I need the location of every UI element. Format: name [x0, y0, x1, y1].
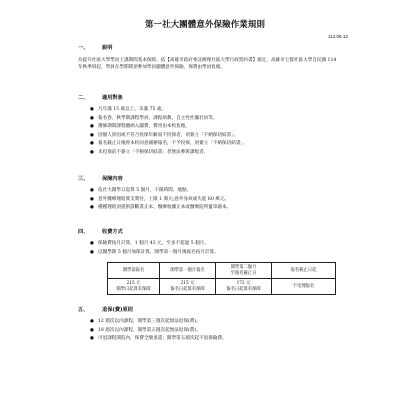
- bullet-icon: ●: [90, 319, 94, 324]
- list-item: ● 因個人原因或不符合投保年齡而不投保者，須簽立「不納保切結書」。: [90, 132, 340, 141]
- list-item: ● 意外醫療理賠實支實付，上限 1 萬元;意外身故或失能 60 萬元。: [90, 196, 340, 205]
- fee-table: [107, 262, 336, 295]
- table-cell: 215 元 開學日起算有保障: [108, 279, 160, 295]
- list-item: ● 報名截止日後經本校同意補辦報名，不予投保，須簽立「不納保切結書」。: [90, 140, 340, 149]
- list-item: ● 依社大開學日起算 5 個月，不限時間、地點。: [90, 187, 340, 196]
- fees-list: [90, 240, 340, 257]
- list-item: ● 種種理賠須提供診斷書正本、醫療收據正本或醫療院所蓋章副本。: [90, 204, 340, 213]
- bullet-icon: ●: [90, 327, 94, 333]
- bullet-icon: ●: [90, 249, 94, 255]
- list-item: ● 未投保前不簽立「不納保切結書」者無法參與課程者。: [90, 149, 340, 158]
- section-number: 一、: [78, 45, 89, 51]
- bullet-icon: ●: [90, 196, 94, 202]
- table-row: [108, 263, 336, 279]
- bullet-icon: ●: [90, 107, 94, 112]
- section-title: 保險內容: [102, 176, 123, 182]
- table-cell: 172 元 報名日起算有保障: [216, 279, 272, 295]
- list-item: ● 報名春、秋學期課程學員、課程助教、自主性社團社員等。: [90, 115, 340, 124]
- list-item: ● 保險費按月計算，1 個月 43 元，至多不超過 5 個月。: [90, 240, 340, 249]
- bullet-icon: ●: [90, 241, 94, 246]
- list-item: ● 選修期間課程繳納入團費，費用由本校負擔。: [90, 123, 340, 132]
- list-item: ● 以醫學期 5 個月加保計算，開學第一個月後報名按月計算。: [90, 249, 340, 258]
- section-number: 四、: [78, 229, 89, 235]
- coverage-list: [90, 187, 340, 213]
- list-item: ● 凡年滿 15 歲以上，未滿 75 歲。: [90, 106, 340, 115]
- table-cell: 不受理報名: [272, 279, 336, 295]
- list-item: ● 18 週次以內課程，開學第五週次起無法退保(費)。: [90, 327, 340, 336]
- bullet-icon: ●: [90, 115, 94, 121]
- section-heading-refund: [78, 306, 133, 313]
- table-row: [108, 279, 336, 295]
- eligibility-list: [90, 106, 340, 158]
- document-title: 第一社大團體意外保險作業規則: [144, 19, 266, 29]
- section-number: 三、: [78, 176, 89, 182]
- section-heading-coverage: [78, 175, 123, 182]
- bullet-icon: ●: [90, 205, 94, 211]
- table-header-cell: 報名截止日起: [272, 263, 336, 279]
- section-heading-description: [78, 44, 112, 51]
- list-item: ● 12 週次以內課程，開學第三週次起無法退保(費)。: [90, 318, 340, 327]
- section-title: 說明: [102, 45, 113, 51]
- document-date: 114.06.12: [327, 34, 348, 39]
- section-title: 收費方式: [102, 229, 123, 235]
- intro-paragraph: 為提升社區大學學員上課期間基本保障，依【高雄市政府委託辦理社區大學行政契約書】規定，高雄市七賢社區大學自民國 114 年秋季班起，學員在學期間須參加學員團體意外保險，保費由學員負擔。: [78, 58, 337, 71]
- list-item: ● 可退課程開院內，保費全額退還；開學第五週次起不退保險費。: [90, 335, 340, 344]
- section-number: 二、: [78, 95, 89, 101]
- table-cell: 215 元 報名日起算有保障: [160, 279, 216, 295]
- bullet-icon: ●: [90, 149, 94, 155]
- bullet-icon: ●: [90, 188, 94, 193]
- bullet-icon: ●: [90, 132, 94, 138]
- table-header-cell: 開學前報名: [108, 263, 160, 279]
- section-title: 適用對象: [102, 95, 123, 101]
- bullet-icon: ●: [90, 124, 94, 130]
- section-title: 退保(費)原則: [102, 307, 133, 313]
- table-header-cell: 開學第一個月報名: [160, 263, 216, 279]
- refund-list: [90, 318, 340, 344]
- bullet-icon: ●: [90, 336, 94, 342]
- section-number: 五、: [78, 307, 89, 313]
- section-heading-eligibility: [78, 94, 123, 101]
- table-header-cell: 開學第二個月 至報名截止日: [216, 263, 272, 279]
- bullet-icon: ●: [90, 141, 94, 147]
- section-heading-fees: [78, 228, 123, 235]
